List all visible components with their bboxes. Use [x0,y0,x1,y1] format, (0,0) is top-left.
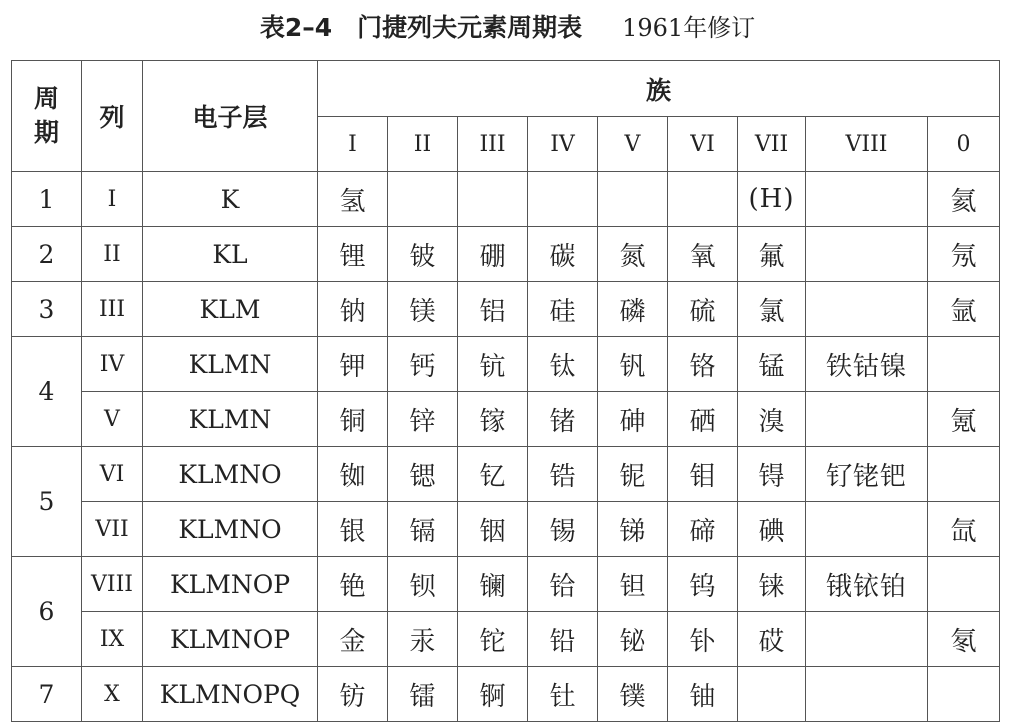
element-cell: 氮 [598,227,668,282]
table-row [12,447,1000,502]
electron-shell: KLMN [143,392,318,447]
table-caption [0,0,1015,56]
element-cell: 钍 [528,667,598,722]
element-cell: 氧 [668,227,738,282]
element-cell: 氪 [928,392,1000,447]
table-row [12,282,1000,337]
element-cell: 钇 [458,447,528,502]
element-cell: 钼 [668,447,738,502]
element-cell: 钠 [318,282,388,337]
electron-shell: KLMNO [143,447,318,502]
row-numeral: V [82,392,143,447]
element-cell: 碘 [738,502,806,557]
element-cell: 铟 [458,502,528,557]
row-numeral: III [82,282,143,337]
element-cell: 硫 [668,282,738,337]
row-header: 列 [82,61,143,172]
element-cell: 锝 [738,447,806,502]
element-cell: 锑 [598,502,668,557]
element-cell: 铪 [528,557,598,612]
element-cell: 氯 [738,282,806,337]
element-cell: 硼 [458,227,528,282]
element-cell: 钪 [458,337,528,392]
element-cell: 钫 [318,667,388,722]
element-cell: 镁 [388,282,458,337]
element-cell: 铜 [318,392,388,447]
element-cell: 锕 [458,667,528,722]
element-cell [928,337,1000,392]
electron-shell: K [143,172,318,227]
element-cell: 金 [318,612,388,667]
period-number: 5 [12,447,82,557]
element-cell [806,172,928,227]
period-header: 周 期 [12,61,82,172]
element-cell: 锗 [528,392,598,447]
element-cell [806,502,928,557]
element-cell: 铊 [458,612,528,667]
electron-shell: KLMNOP [143,557,318,612]
element-cell [598,172,668,227]
table-row [12,172,1000,227]
table-row [12,557,1000,612]
element-cell: 钙 [388,337,458,392]
period-number: 3 [12,282,82,337]
element-cell [388,172,458,227]
row-numeral: VII [82,502,143,557]
element-cell: 钌铑钯 [806,447,928,502]
element-cell [806,667,928,722]
element-cell [738,667,806,722]
element-cell: 镧 [458,557,528,612]
group-label: VIII [806,117,928,172]
element-cell: 硒 [668,392,738,447]
element-cell: 氦 [928,172,1000,227]
element-cell: 锇铱铂 [806,557,928,612]
element-cell: (H) [738,172,806,227]
table-row [12,227,1000,282]
element-cell: 钛 [528,337,598,392]
element-cell: 氡 [928,612,1000,667]
period-number: 1 [12,172,82,227]
row-numeral: II [82,227,143,282]
electron-shell: KLMN [143,337,318,392]
electron-shell: KLMNO [143,502,318,557]
element-cell: 氟 [738,227,806,282]
electron-shell: KLMNOP [143,612,318,667]
element-cell: 镭 [388,667,458,722]
table-row [12,612,1000,667]
row-numeral: I [82,172,143,227]
row-numeral: IX [82,612,143,667]
element-cell: 硅 [528,282,598,337]
element-cell: 锶 [388,447,458,502]
table-row [12,392,1000,447]
element-cell: 溴 [738,392,806,447]
row-numeral: IV [82,337,143,392]
table-title: 表2–4 门捷列夫元素周期表 [259,13,583,42]
element-cell [806,392,928,447]
element-cell: 钽 [598,557,668,612]
element-cell: 铯 [318,557,388,612]
row-numeral: VI [82,447,143,502]
element-cell [458,172,528,227]
element-cell: 铀 [668,667,738,722]
element-cell: 铷 [318,447,388,502]
element-cell: 铋 [598,612,668,667]
element-cell [928,557,1000,612]
element-cell: 铬 [668,337,738,392]
element-cell: 钒 [598,337,668,392]
electron-shell: KL [143,227,318,282]
group-label: 0 [928,117,1000,172]
period-number: 4 [12,337,82,447]
group-header: 族 [318,61,1000,117]
element-cell [528,172,598,227]
element-cell: 磷 [598,282,668,337]
element-cell: 镤 [598,667,668,722]
group-label: III [458,117,528,172]
period-number: 6 [12,557,82,667]
element-cell: 钡 [388,557,458,612]
period-number: 2 [12,227,82,282]
element-cell [806,227,928,282]
electron-shell: KLM [143,282,318,337]
element-cell: 钋 [668,612,738,667]
periodic-table [11,60,1000,722]
element-cell: 砹 [738,612,806,667]
element-cell [668,172,738,227]
element-cell: 氩 [928,282,1000,337]
group-label: V [598,117,668,172]
element-cell: 氢 [318,172,388,227]
group-label: VI [668,117,738,172]
element-cell: 碲 [668,502,738,557]
table-row [12,667,1000,722]
element-cell: 银 [318,502,388,557]
element-cell: 碳 [528,227,598,282]
group-label: VII [738,117,806,172]
table-row [12,502,1000,557]
element-cell: 铝 [458,282,528,337]
revision-note: 1961年修订 [622,14,756,42]
header-row-1 [12,61,1000,117]
element-cell: 氙 [928,502,1000,557]
electron-shell: KLMNOPQ [143,667,318,722]
element-cell: 镉 [388,502,458,557]
element-cell [928,447,1000,502]
table-row [12,337,1000,392]
element-cell: 钨 [668,557,738,612]
element-cell: 锆 [528,447,598,502]
shell-header: 电子层 [143,61,318,172]
element-cell [928,667,1000,722]
period-number: 7 [12,667,82,722]
element-cell: 汞 [388,612,458,667]
element-cell: 铌 [598,447,668,502]
element-cell: 铍 [388,227,458,282]
element-cell: 铁钴镍 [806,337,928,392]
element-cell: 锡 [528,502,598,557]
element-cell [806,282,928,337]
element-cell: 砷 [598,392,668,447]
element-cell: 氖 [928,227,1000,282]
row-numeral: X [82,667,143,722]
element-cell: 锰 [738,337,806,392]
element-cell: 锌 [388,392,458,447]
row-numeral: VIII [82,557,143,612]
element-cell: 钾 [318,337,388,392]
element-cell: 镓 [458,392,528,447]
element-cell: 铅 [528,612,598,667]
element-cell: 锂 [318,227,388,282]
group-label: IV [528,117,598,172]
element-cell: 铼 [738,557,806,612]
group-label: II [388,117,458,172]
element-cell [806,612,928,667]
group-label: I [318,117,388,172]
